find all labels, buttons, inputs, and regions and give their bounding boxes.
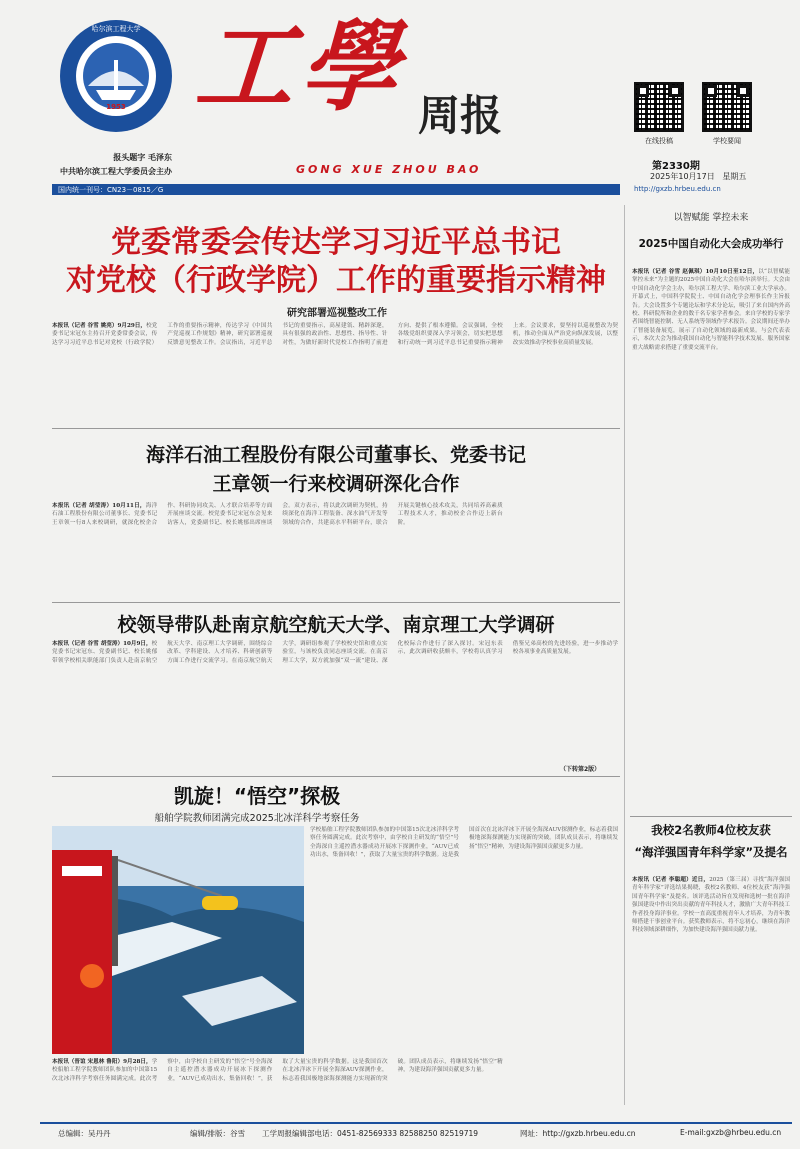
article3-body (52, 640, 618, 762)
footer-email[interactable]: E-mail:gxzb@hrbeu.edu.cn (680, 1128, 782, 1137)
lead-subtitle: 研究部署巡视整改工作 (287, 308, 387, 319)
footer-web[interactable]: 网址：http://gxzb.hrbeu.edu.cn (520, 1129, 636, 1138)
side2-text: 2025（第三届）寻找“海洋强国青年科学家”评选结果揭晓，我校2名教师、4位校友获“海洋强国青年科学家”及提名。该评选活动旨在发现和选树一批在海洋强国建设中作出突出贡献的青年科技人才，激励广大青年科技工作者投身海洋事业。学校一直高度重视青年人才培养，为青年教师搭建干事创业平台。获奖教师表示，将不忘初心，继续在海洋科技领域深耕细作，为加快建设海洋强国贡献力量。 (632, 877, 790, 934)
rule-3 (52, 776, 620, 777)
site-url[interactable]: http://gxzb.hrbeu.edu.cn (634, 185, 721, 193)
lead-headline-1: 党委常委会传达学习习近平总书记 (111, 225, 561, 260)
side2-headline-1: 我校2名教师4位校友获 (651, 823, 771, 837)
masthead-title: 工學 (192, 11, 409, 125)
article2-headline-2: 王章领一行来校调研深化合作 (212, 473, 460, 495)
side1-kicker: 以智赋能 掌控未来 (673, 213, 749, 223)
issue-number: 第2330期 (652, 161, 700, 172)
lead-byline: 本报讯（记者 谷雪 姚亮）9月29日， (52, 323, 146, 329)
footer-address: 工学周报编辑部电话：0451-82569333 82588250 82519719 (262, 1129, 479, 1138)
logo-text: 哈尔滨工程大学 (91, 25, 141, 33)
side1-body (632, 268, 790, 778)
university-logo (56, 16, 176, 136)
rule-1 (52, 428, 620, 429)
article4-lead (52, 1058, 618, 1116)
cn-number: 国内统一刊号：CN23－0815／G (58, 186, 164, 194)
footer-desk: 编辑/排版：谷雪 (190, 1129, 246, 1138)
side2-byline: 本报讯（记者 李聪超）近日， (632, 877, 710, 883)
lead-headline-2: 对党校（行政学院）工作的重要指示精神 (66, 263, 606, 298)
lead-text: 校党委书记宋冠东主持召开党委常委会议，传达学习习近平总书记对党校（行政学院）工作的重要指示精神，传达学习《中国共产党巡视工作规划》精神，研究部署巡视反馈意见整改工作。会议指出，习近平总书记的重要指示，高屋建瓴、精辟深邃，具有很强的政治性、思想性、指导性、针对性，为做好新时代党校工作指明了前进方向、提供了根本遵循。会议强调，全校各级党组织要深入学习领会，切实把思想和行动统一到习近平总书记重要指示精神上来。会议要求，要坚持以巡视整改为契机，推动全面从严治党向纵深发展，以整改实效推动学校事业高质量发展。 (52, 323, 618, 346)
footer-rule (40, 1122, 792, 1124)
masthead-weekly: 周报 (418, 91, 503, 140)
masthead-pinyin: GONG XUE ZHOU BAO (296, 163, 482, 176)
issue-date: 2025年10月17日 星期五 (650, 172, 747, 181)
wukong-photo (52, 826, 304, 1054)
qr-submit-icon[interactable] (634, 82, 684, 132)
article4-subtitle: 船舶学院教师团满完成2025北冰洋科学考察任务 (154, 813, 360, 824)
article2-headline-1: 海洋石油工程股份有限公司董事长、党委书记 (145, 444, 526, 466)
article2-body (52, 502, 618, 596)
side1-byline: 本报讯（记者 谷雪 赵佩琪）10月10日至12日， (632, 269, 759, 275)
qr-news-icon[interactable] (702, 82, 752, 132)
article4-byline: 本报讯（晋谊 宋恩林 鲁阳）9月28日， (52, 1059, 152, 1065)
article4-text-2: 学校船舶工程学院教师团队参加的中国第15次北冰洋科学考察任务圆满完成。此次考察中，由学校自主研发的“悟空”号全海深自主遥控潜水器成功开展冰下探测作业，“AUV已成功出水，集备回收！”，获取了大量宝贵的科学数据。这是我国首次在北冰洋冰下开展全海深AUV探测作业，标志着我国极地深海探测能力实现新的突破。团队成员表示，将继续发扬“悟空”精神，为建设海洋强国贡献更多力量。 (52, 1059, 503, 1082)
article2-text: 海洋石油工程股份有限公司董事长、党委书记王章领一行8人来校调研，就深化校企合作、科研协同攻关、人才联合培养等方面开展座谈交流。校党委书记宋冠东会见来访客人，党委副书记、校长姚郁出席座谈会。双方表示，将以此次调研为契机，持续深化在海洋工程装备、深水油气开发等领域的合作，共建高水平科研平台，联合开展关键核心技术攻关，共同培养高素质工程技术人才，推动校企合作迈上新台阶。 (52, 503, 503, 526)
side2-rule (630, 816, 792, 817)
sponsor: 中共哈尔滨工程大学委员会主办 (60, 167, 172, 176)
side2-body (632, 876, 790, 1116)
article4-text: 学校船舶工程学院教师团队参加的中国第15次北冰洋科学考察任务圆满完成。此次考察中，由学校自主研发的“悟空”号全海深自主遥控潜水器成功开展冰下探测作业，“AUV已成功出水，集备回收！”，获取了大量宝贵的科学数据。这是我国首次在北冰洋冰下开展全海深AUV探测作业，标志着我国极地深海探测能力实现新的突破。团队成员表示，将继续发扬“悟空”精神，为建设海洋强国贡献更多力量。 (310, 827, 618, 859)
qr-news-label: 学校要闻 (713, 137, 741, 145)
lead-body (52, 322, 618, 418)
logo-year: 1953 (106, 103, 126, 111)
article3-byline: 本报讯（记者 谷雪 胡莹涛）10月9日， (52, 641, 152, 647)
article3-headline: 校领导带队赴南京航空航天大学、南京理工大学调研 (117, 614, 555, 636)
qr-submit-label: 在线投稿 (645, 137, 673, 145)
article4-headline: 凯旋！“悟空”探极 (173, 784, 341, 808)
footer-editor: 总编辑：吴丹丹 (58, 1129, 111, 1138)
article3-text: 校党委书记宋冠东、党委副书记、校长姚郁带领学校相关职能部门负责人赴南京航空航天大学、南京理工大学调研，围绕综合改革、学科建设、人才培养、科研创新等方面工作进行交流学习。在南京航空航天大学，调研组参观了学校校史馆和重点实验室，与该校负责同志座谈交流。在南京理工大学，双方就加强“双一流”建设、深化校际合作进行了深入探讨。宋冠东表示，此次调研收获颇丰，学校将认真学习借鉴兄弟高校的先进经验，进一步推动学校各项事业高质量发展。 (52, 641, 618, 664)
side2-headline-2: “海洋强国青年科学家”及提名 (634, 845, 788, 859)
article3-continued[interactable]: （下转第2版） (560, 766, 601, 773)
article2-byline: 本报讯（记者 胡莹涛）10月11日， (52, 503, 146, 509)
rule-2 (52, 602, 620, 603)
inscription: 报头题字 毛泽东 (113, 153, 172, 162)
main-right-divider (624, 205, 625, 1105)
side1-text: 以“以智赋能 掌控未来”为主题的2025中国自动化大会在哈尔滨举行。大会由中国自动化学会主办，哈尔滨工程大学、哈尔滨工业大学承办。开幕式上，中国科学院院士、中国自动化学会理事长作主旨报告。大会设置多个专题论坛和学术分论坛，吸引了来自国内外高校、科研院所和企业的数千名专家学者参会。来自学校的专家学者围绕智能控制、无人系统等领域作学术报告。会议期间还举办了智能装备展览，展示了自动化领域的最新成果。与会代表表示，本次大会为推动我国自动化与智能科学技术发展、服务国家重大战略需求搭建了重要交流平台。 (632, 269, 790, 351)
side1-headline: 2025中国自动化大会成功举行 (638, 238, 784, 250)
article4-body (310, 826, 618, 1054)
